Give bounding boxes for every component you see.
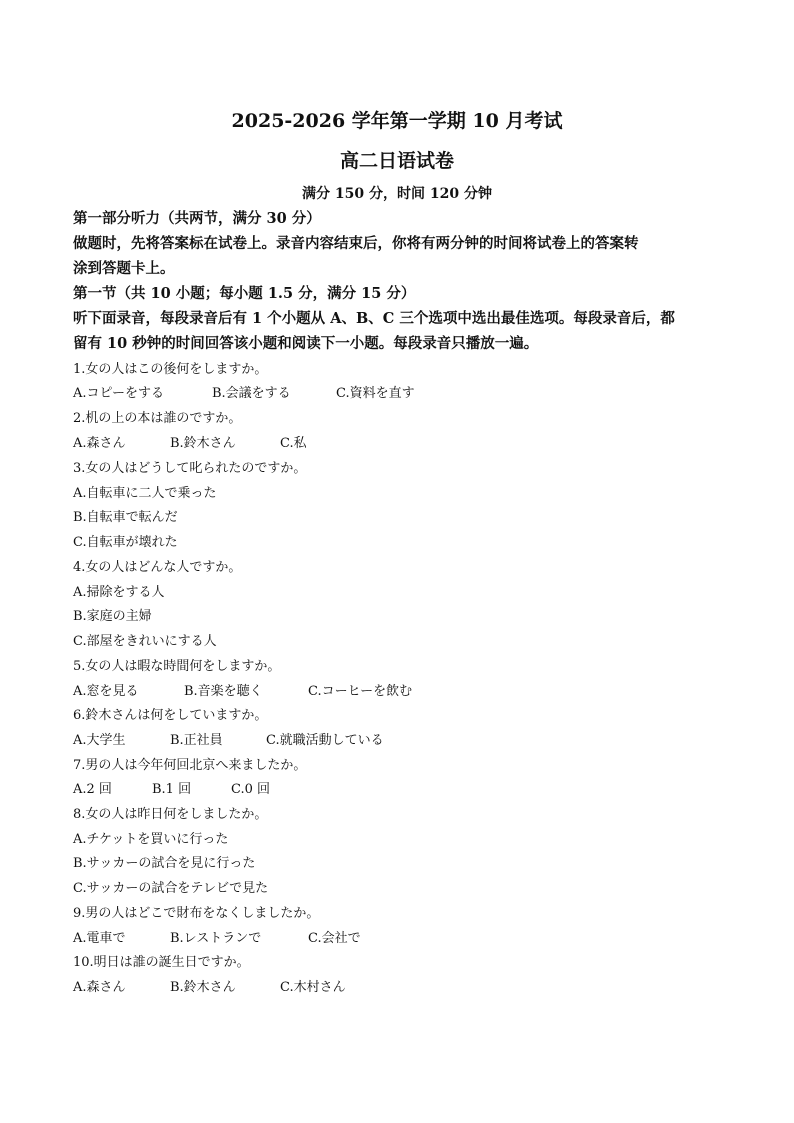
section1-heading: 第一节（共 10 小题；每小题 1.5 分，满分 15 分） [73,285,416,302]
question-10-options [73,976,346,995]
question-5: 5.女の人は暇な時間何をしますか。 [73,659,281,674]
question-2: 2.机の上の本は誰のですか。 [73,411,242,426]
question-8-option-a: A.チケットを買いに行った [73,832,229,847]
option-b: B.鈴木さん [170,980,236,995]
question-4-option-c: C.部屋をきれいにする人 [73,634,217,649]
question-6-options [73,729,384,748]
question-9: 9.男の人はどこで財布をなくしましたか。 [73,906,320,921]
option-a: A.電車で [73,931,126,946]
option-c: C.会社で [308,931,361,946]
question-3-option-a: A.自転車に二人で乗った [73,486,217,501]
option-c: C.資料を直す [336,386,415,401]
option-a: A.窓を見る [73,684,139,699]
option-a: A.森さん [73,980,126,995]
question-7: 7.男の人は今年何回北京へ来ましたか。 [73,758,307,773]
option-c: C.就職活動している [266,733,384,748]
option-a: A.コピーをする [73,386,165,401]
question-1: 1.女の人はこの後何をしますか。 [73,362,268,377]
option-b: B.レストランで [170,931,262,946]
question-1-options [73,382,415,401]
option-c: C.0 回 [231,782,271,797]
exam-title: 2025-2026 学年第一学期 10 月考试 [231,110,563,132]
option-b: B.1 回 [152,782,192,797]
question-8: 8.女の人は昨日何をしましたか。 [73,807,268,822]
score-time: 满分 150 分，时间 120 分钟 [302,186,492,202]
question-7-options [73,778,270,797]
option-c: C.コーヒーを飲む [308,684,413,699]
option-c: C.木村さん [280,980,346,995]
section1-instruction-line2: 留有 10 秒钟的时间回答该小题和阅读下一小题。每段录音只播放一遍。 [73,335,539,352]
part1-instruction-line1: 做题时，先将答案标在试卷上。录音内容结束后，你将有两分钟的时间将试卷上的答案转 [73,235,639,252]
question-4-option-b: B.家庭の主婦 [73,609,152,624]
question-6: 6.鈴木さんは何をしていますか。 [73,708,268,723]
option-b: B.音楽を聴く [184,684,263,699]
question-10: 10.明日は誰の誕生日ですか。 [73,955,250,970]
question-4: 4.女の人はどんな人ですか。 [73,560,242,575]
question-8-option-b: B.サッカーの試合を見に行った [73,856,256,871]
option-a: A.大学生 [73,733,126,748]
question-3-option-b: B.自転車で転んだ [73,510,178,525]
question-3-option-c: C.自転車が壊れた [73,535,178,550]
part1-instruction-line2: 涂到答题卡上。 [73,260,175,277]
question-3: 3.女の人はどうして叱られたのですか。 [73,461,307,476]
option-b: B.鈴木さん [170,436,236,451]
option-c: C.私 [280,436,307,451]
question-5-options [73,680,412,699]
question-9-options [73,927,361,946]
option-a: A.森さん [73,436,126,451]
option-a: A.2 回 [73,782,112,797]
option-b: B.正社員 [170,733,223,748]
part1-heading: 第一部分听力（共两节，满分 30 分） [73,210,321,227]
question-2-options [73,432,307,451]
exam-subtitle: 高二日语试卷 [339,150,454,172]
question-8-option-c: C.サッカーの試合をテレビで見た [73,881,269,896]
option-b: B.会議をする [212,386,291,401]
question-4-option-a: A.掃除をする人 [73,585,165,600]
section1-instruction-line1: 听下面录音，每段录音后有 1 个小题从 A、B、C 三个选项中选出最佳选项。每段录音后，都 [73,310,675,327]
part1-block [73,206,733,356]
